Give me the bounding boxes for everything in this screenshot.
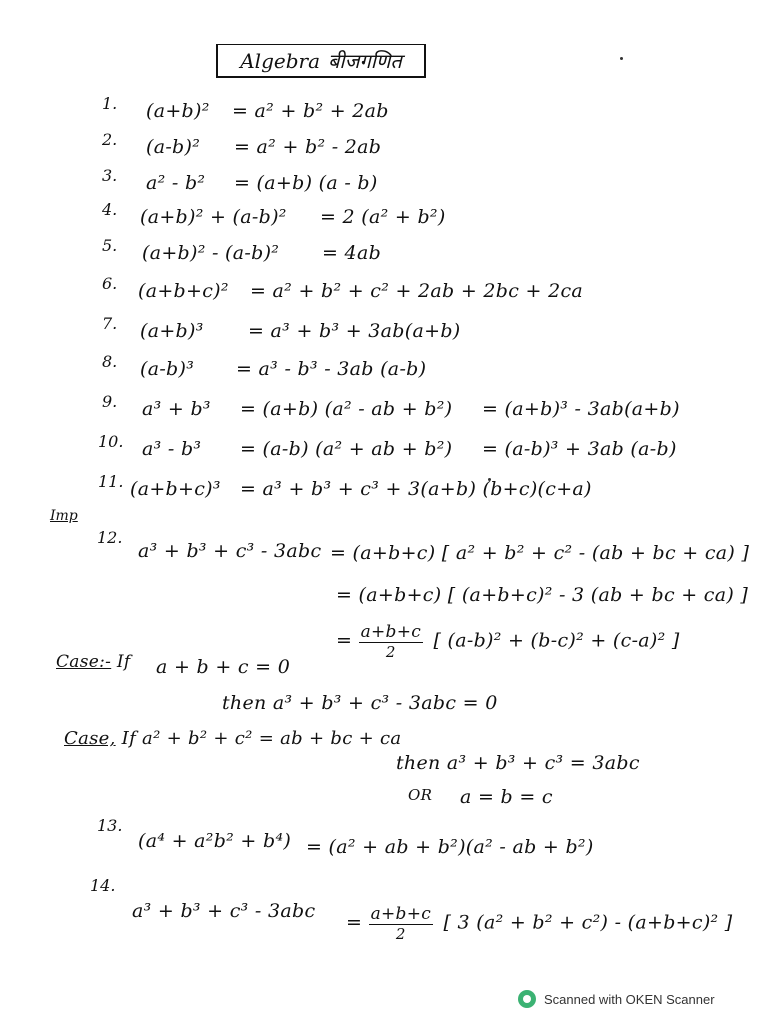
formula-12-lhs: a³ + b³ + c³ - 3abc bbox=[138, 540, 322, 562]
formula-rhs: = a² + b² + c² + 2ab + 2bc + 2ca bbox=[250, 280, 584, 302]
case-2-alt: a = b = c bbox=[460, 786, 553, 808]
scanner-watermark-text: Scanned with OKEN Scanner bbox=[544, 991, 715, 1007]
formula-12-line3: = $\frac{a+b+c}{2}$ [ (a-b)² + (b-c)² + (c-a)² ] bbox=[336, 622, 680, 661]
formula-lhs: (a+b)² + (a-b)² bbox=[140, 206, 287, 228]
formula-number: 4. bbox=[102, 200, 118, 219]
formula-lhs: (a-b)² bbox=[146, 136, 201, 158]
formula-number: 7. bbox=[102, 314, 118, 333]
formula-number: 8. bbox=[102, 352, 118, 371]
formula-rhs: = (a+b) (a - b) bbox=[234, 172, 378, 194]
important-marker: Imp bbox=[50, 508, 78, 524]
formula-rhs: = a³ + b³ + 3ab(a+b) bbox=[248, 320, 461, 342]
formula-lhs: (a+b)² bbox=[146, 100, 210, 122]
formula-rhs: = a² + b² - 2ab bbox=[234, 136, 382, 158]
formula-number: 6. bbox=[102, 274, 118, 293]
formula-number: 3. bbox=[102, 166, 118, 185]
formula-rhs: = 2 (a² + b²) bbox=[320, 206, 446, 228]
formula-lhs: a³ - b³ bbox=[142, 438, 202, 460]
fraction bbox=[369, 904, 434, 943]
formula-rhs: = 4ab bbox=[322, 242, 382, 264]
formula-rhs-alt: = (a+b)³ - 3ab(a+b) bbox=[482, 398, 680, 420]
formula-number: 12. bbox=[97, 528, 123, 547]
speck-dot bbox=[620, 57, 623, 60]
case-label: Case, bbox=[64, 728, 116, 749]
formula-number: 13. bbox=[97, 816, 123, 835]
formula-number: 10. bbox=[98, 432, 124, 451]
case-2 bbox=[64, 728, 401, 749]
case-2-then: then a³ + b³ + c³ = 3abc bbox=[396, 752, 640, 774]
fraction-numerator: a+b+c bbox=[370, 904, 432, 924]
formula-number: 1. bbox=[102, 94, 118, 113]
formula-lhs: (a-b)³ bbox=[140, 358, 195, 380]
formula-lhs: (a+b+c)³ bbox=[130, 478, 221, 500]
formula-rhs-alt: = (a-b)³ + 3ab (a-b) bbox=[482, 438, 677, 460]
case-1-condition: a + b + c = 0 bbox=[156, 656, 291, 678]
formula-14-lhs: a³ + b³ + c³ - 3abc bbox=[132, 900, 316, 922]
formula-rhs: = (a-b) (a² + ab + b²) bbox=[240, 438, 453, 460]
fraction-denominator: 2 bbox=[395, 925, 406, 943]
formula-rhs: = a³ + b³ + c³ + 3(a+b) (b+c)(c+a) bbox=[240, 478, 592, 500]
fraction-numerator: a+b+c bbox=[360, 622, 422, 642]
title-english: Algebra bbox=[240, 48, 320, 73]
case-1-then: then a³ + b³ + c³ - 3abc = 0 bbox=[222, 692, 498, 714]
case-label: Case:- bbox=[56, 652, 112, 672]
formula-lhs: a³ + b³ bbox=[142, 398, 211, 420]
formula-12-line1: = (a+b+c) [ a² + b² + c² - (ab + bc + ca) ] bbox=[330, 542, 750, 564]
formula-number: 5. bbox=[102, 236, 118, 255]
formula-12-line3-rest: [ (a-b)² + (b-c)² + (c-a)² ] bbox=[433, 629, 680, 652]
scanner-watermark bbox=[518, 990, 715, 1008]
case-1 bbox=[56, 652, 131, 672]
formula-number: 2. bbox=[102, 130, 118, 149]
formula-rhs: = (a+b) (a² - ab + b²) bbox=[240, 398, 453, 420]
formula-number: 9. bbox=[102, 392, 118, 411]
title-hindi: बीजगणित bbox=[328, 49, 402, 73]
fraction-denominator: 2 bbox=[385, 643, 396, 661]
formula-lhs: a² - b² bbox=[146, 172, 206, 194]
formula-14-rhs: = $\frac{a+b+c}{2}$ [ 3 (a² + b² + c²) - (a+b+c)² ] bbox=[346, 904, 733, 943]
page-title bbox=[216, 44, 426, 78]
formula-14-rest: [ 3 (a² + b² + c²) - (a+b+c)² ] bbox=[443, 911, 733, 934]
formula-number: 14. bbox=[90, 876, 116, 895]
formula-number: 11. bbox=[98, 472, 124, 491]
formula-12-line2: = (a+b+c) [ (a+b+c)² - 3 (ab + bc + ca) ] bbox=[336, 584, 749, 606]
formula-13-lhs: (a⁴ + a²b² + b⁴) bbox=[138, 830, 292, 852]
oken-scanner-logo-icon bbox=[518, 990, 536, 1008]
formula-rhs: = a² + b² + 2ab bbox=[232, 100, 389, 122]
case-if: If bbox=[116, 652, 131, 672]
formula-13-rhs: = (a² + ab + b²)(a² - ab + b²) bbox=[306, 836, 594, 858]
fraction bbox=[359, 622, 424, 661]
case-2-or: OR bbox=[408, 786, 433, 804]
formula-lhs: (a+b+c)² bbox=[138, 280, 229, 302]
formula-lhs: (a+b)² - (a-b)² bbox=[142, 242, 280, 264]
formula-rhs: = a³ - b³ - 3ab (a-b) bbox=[236, 358, 427, 380]
case-2-condition: If a² + b² + c² = ab + bc + ca bbox=[121, 728, 402, 749]
formula-lhs: (a+b)³ bbox=[140, 320, 204, 342]
